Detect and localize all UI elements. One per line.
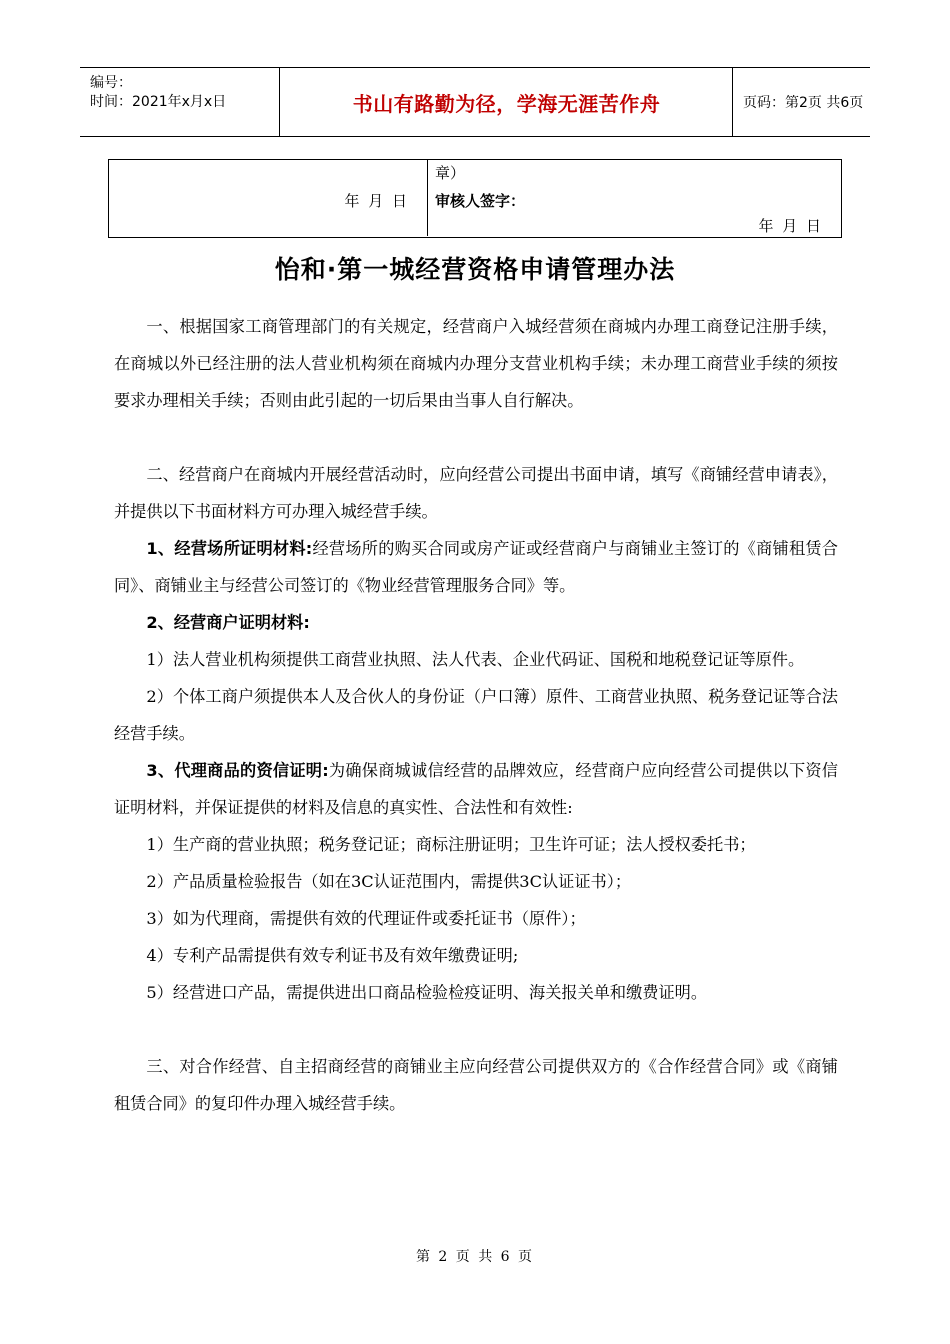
section-1-text: 经营场所的购买合同或房产证或经营商户与商铺业主签订的《商铺租赁合同》、商铺业主与经营公司签订的《物业经营管理服务合同》等。: [114, 539, 838, 595]
section-1-heading: 1、经营场所证明材料:: [146, 539, 313, 558]
section-3-text: 为确保商城诚信经营的品牌效应，经营商户应向经营公司提供以下资信证明材料，并保证提供的材料及信息的真实性、合法性和有效性:: [114, 761, 838, 817]
header-meta: [80, 68, 280, 136]
section-3-item-4: 4）专利产品需提供有效专利证书及有效年缴费证明;: [146, 946, 519, 965]
signature-left-cell: [109, 160, 428, 236]
header-page-info: 页码：第2页 共6页: [743, 95, 864, 111]
section-1: [114, 530, 838, 604]
paragraph-3: 三、对合作经营、自主招商经营的商铺业主应向经营公司提供双方的《合作经营合同》或《商铺租赁合同》的复印件办理入城经营手续。: [114, 1057, 838, 1113]
document-title: 怡和·第一城经营资格申请管理办法: [274, 255, 676, 284]
page-footer: 第 2 页 共 6 页: [415, 1249, 535, 1265]
signature-right-cell: [435, 160, 841, 236]
number-label: 编号：: [90, 75, 132, 91]
document-body: [114, 308, 838, 1122]
reviewer-label: 审核人签字：: [435, 192, 526, 210]
right-date: 年 月 日: [758, 217, 823, 235]
section-3-item-2: 2）产品质量检验报告（如在3C认证范围内，需提供3C认证证书）；: [146, 872, 632, 891]
section-3-heading: 3、代理商品的资信证明:: [146, 761, 329, 780]
header-slogan: 书山有路勤为径，学海无涯苦作舟: [281, 68, 733, 136]
section-3: [114, 752, 838, 826]
section-2-item-2: 2）个体工商户须提供本人及合伙人的身份证（户口簿）原件、工商营业执照、税务登记证等合法经营手续。: [114, 687, 838, 743]
section-3-item-1: 1）生产商的营业执照；税务登记证；商标注册证明；卫生许可证；法人授权委托书；: [146, 835, 756, 854]
section-3-item-5: 5）经营进口产品，需提供进出口商品检验检疫证明、海关报关单和缴费证明。: [146, 983, 708, 1002]
paragraph-2: 二、经营商户在商城内开展经营活动时，应向经营公司提出书面申请，填写《商铺经营申请表》，并提供以下书面材料方可办理入城经营手续。: [114, 465, 838, 521]
paragraph-1: 一、根据国家工商管理部门的有关规定，经营商户入城经营须在商城内办理工商登记注册手续，在商城以外已经注册的法人营业机构须在商城内办理分支营业机构手续；未办理工商营业手续的须按要求办理相关手续；否则由此引起的一切后果由当事人自行解决。: [114, 317, 838, 410]
stamp-tail: 章）: [435, 164, 466, 182]
signature-table: [108, 159, 842, 238]
section-3-item-3: 3）如为代理商，需提供有效的代理证件或委托证书（原件）；: [146, 909, 586, 928]
page-header: [80, 67, 870, 137]
time-label: 时间：2021年x月x日: [90, 94, 227, 110]
section-2-heading: 2、经营商户证明材料:: [146, 613, 310, 632]
section-2-item-1: 1）法人营业机构须提供工商营业执照、法人代表、企业代码证、国税和地税登记证等原件。: [146, 650, 805, 669]
left-date: 年 月 日: [344, 192, 409, 210]
